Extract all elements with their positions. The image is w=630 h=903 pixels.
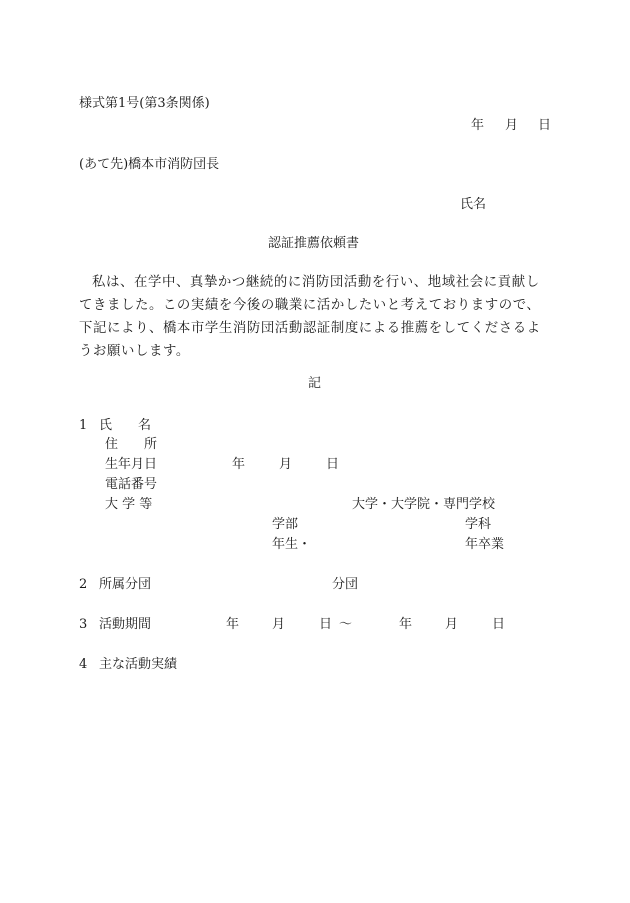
item1-number: 1 (79, 418, 88, 433)
date-month-label: 月 (505, 118, 519, 133)
item3-to-day: 日 (492, 617, 506, 632)
item3-from-year: 年 (226, 617, 240, 632)
item3-from-day: 日 (319, 617, 333, 632)
item1-school-label: 大 学 等 (105, 497, 153, 512)
item4-label: 主な活動実績 (99, 657, 178, 672)
item1-birth-day: 日 (326, 457, 340, 472)
item1-birth-month: 月 (279, 457, 293, 472)
request-body-text: 私は、在学中、真摯かつ継続的に消防団活動を行い、地域社会に貢献してきました。この実績を今後の職業に活かしたいと考えておりますので、下記により、橋本市学生消防団活動認証制度による推薦をしてくださるようお願いします。 (79, 275, 541, 359)
form-number: 様式第1号(第3条関係) (79, 96, 210, 111)
document-title: 認証推薦依頼書 (268, 236, 360, 251)
item1-birthdate-label: 生年月日 (105, 457, 158, 472)
addressee: (あて先)橋本市消防団長 (79, 157, 220, 172)
item1-address-label: 住 所 (105, 437, 158, 452)
item1-graduation: 年卒業 (465, 537, 505, 552)
applicant-name-label: 氏名 (460, 197, 487, 212)
item1-faculty: 学部 (272, 517, 299, 532)
ki-heading: 記 (308, 376, 322, 391)
item4-number: 4 (79, 657, 88, 672)
item3-number: 3 (79, 617, 88, 632)
item1-grade: 年生・ (272, 537, 312, 552)
item1-birth-year: 年 (232, 457, 246, 472)
item3-tilde: ～ (339, 617, 353, 632)
item1-department: 学科 (465, 517, 492, 532)
item1-school-types: 大学・大学院・専門学校 (352, 497, 496, 512)
item2-label: 所属分団 (99, 577, 152, 592)
item3-to-month: 月 (445, 617, 459, 632)
item2-number: 2 (79, 577, 88, 592)
item2-suffix: 分団 (332, 577, 359, 592)
item1-phone-label: 電話番号 (105, 477, 158, 492)
item3-label: 活動期間 (99, 617, 152, 632)
date-day-label: 日 (538, 118, 552, 133)
item3-from-month: 月 (272, 617, 286, 632)
date-year-label: 年 (471, 118, 485, 133)
item3-to-year: 年 (399, 617, 413, 632)
item1-name-label: 氏 名 (99, 418, 152, 433)
